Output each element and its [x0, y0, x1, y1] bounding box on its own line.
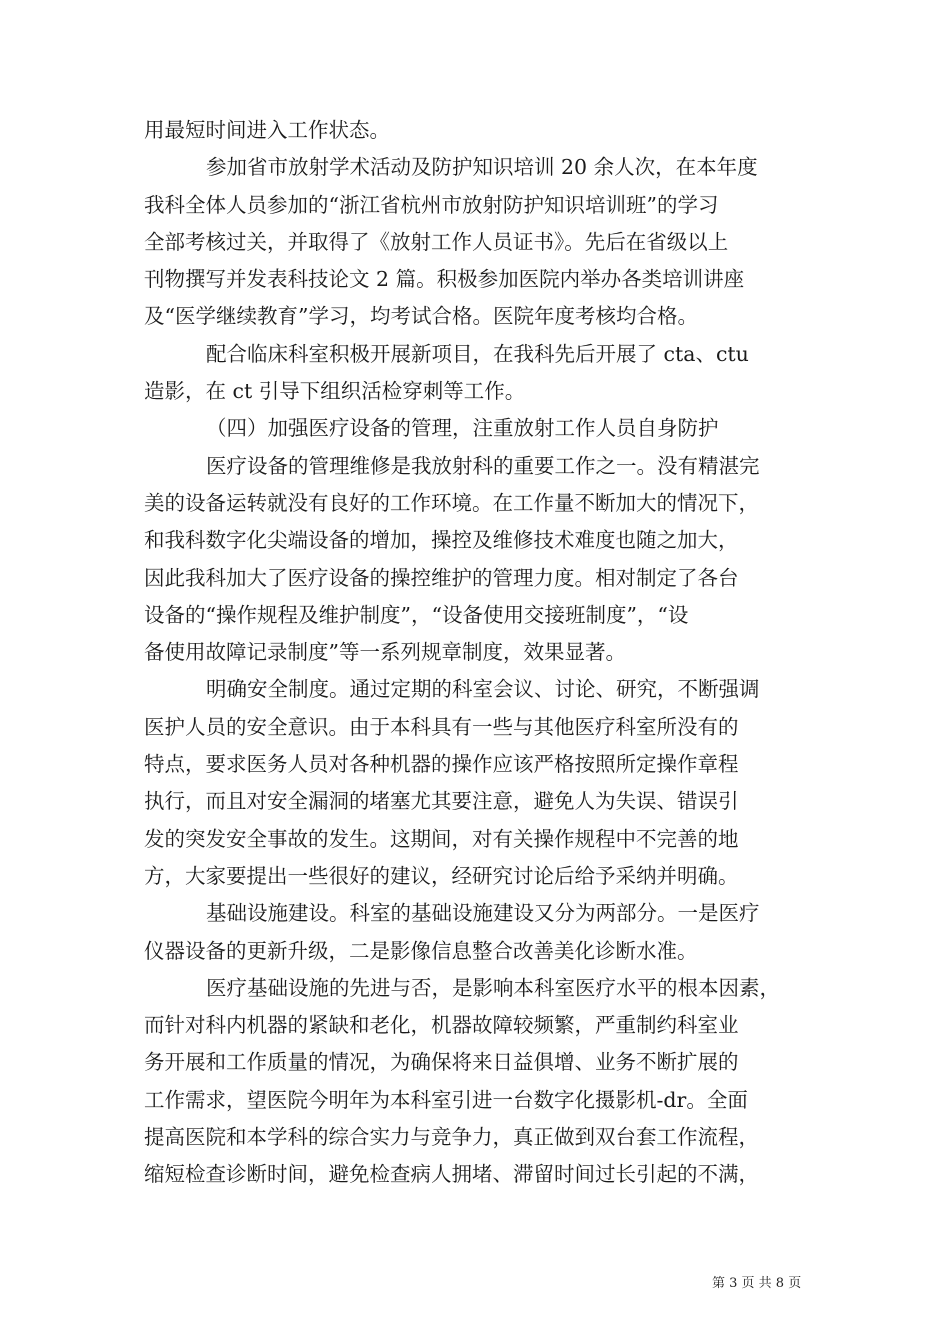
- text-line: 方，大家要提出一些很好的建议，经研究讨论后给予采纳并明确。: [144, 863, 739, 888]
- text-line: 而针对科内机器的紧缺和老化，机器故障较频繁，严重制约科室业: [144, 1013, 739, 1038]
- text-line: 医疗设备的管理维修是我放射科的重要工作之一。没有精湛完: [206, 453, 760, 478]
- text-line: 参加省市放射学术活动及防护知识培训 20 余人次，在本年度: [206, 155, 758, 180]
- document-body: [144, 112, 834, 1194]
- text-line: 和我科数字化尖端设备的增加，操控及维修技术难度也随之加大，: [144, 528, 739, 553]
- text-line: 特点，要求医务人员对各种机器的操作应该严格按照所定操作章程: [144, 752, 739, 777]
- text-line: 造影，在 ct 引导下组织活检穿刺等工作。: [144, 379, 526, 404]
- text-line: 医护人员的安全意识。由于本科具有一些与其他医疗科室所没有的: [144, 714, 739, 739]
- text-line: 务开展和工作质量的情况，为确保将来日益俱增、业务不断扩展的: [144, 1050, 739, 1075]
- text-line: 美的设备运转就没有良好的工作环境。在工作量不断加大的情况下，: [144, 490, 759, 515]
- text-line: 刊物撰写并发表科技论文 2 篇。积极参加医院内举办各类培训讲座: [144, 267, 745, 292]
- text-line: 明确安全制度。通过定期的科室会议、讨论、研究，不断强调: [206, 677, 760, 702]
- text-line: 设备的“操作规程及维护制度”，“设备使用交接班制度”，“设: [144, 602, 689, 627]
- text-line: 执行，而且对安全漏洞的堵塞尤其要注意，避免人为失误、错误引: [144, 789, 739, 814]
- text-line: 因此我科加大了医疗设备的操控维护的管理力度。相对制定了各台: [144, 565, 739, 590]
- text-line: 工作需求，望医院今明年为本科室引进一台数字化摄影机-dr。全面: [144, 1087, 748, 1112]
- text-line: 全部考核过关，并取得了《放射工作人员证书》。先后在省级以上: [144, 229, 729, 254]
- section-heading: （四）加强医疗设备的管理，注重放射工作人员自身防护: [206, 416, 719, 441]
- text-line: 及“医学继续教育”学习，均考试合格。医院年度考核均合格。: [144, 304, 698, 329]
- text-line: 医疗基础设施的先进与否，是影响本科室医疗水平的根本因素，: [206, 975, 780, 1000]
- text-line: 仪器设备的更新升级，二是影像信息整合改善美化诊断水准。: [144, 938, 698, 963]
- text-line: 缩短检查诊断时间，避免检查病人拥堵、滞留时间过长引起的不满，: [144, 1162, 759, 1187]
- text-line: 备使用故障记录制度”等一系列规章制度，效果显著。: [144, 640, 626, 665]
- text-line: 提高医院和本学科的综合实力与竞争力，真正做到双台套工作流程，: [144, 1125, 759, 1150]
- text-line: 发的突发安全事故的发生。这期间，对有关操作规程中不完善的地: [144, 826, 739, 851]
- page-number: 第 3 页 共 8 页: [712, 1276, 802, 1291]
- text-line: 配合临床科室积极开展新项目，在我科先后开展了 cta、ctu: [206, 341, 749, 366]
- text-line: 我科全体人员参加的“浙江省杭州市放射防护知识培训班”的学习: [144, 192, 719, 217]
- text-line: 基础设施建设。科室的基础设施建设又分为两部分。一是医疗: [206, 901, 760, 926]
- text-line: 用最短时间进入工作状态。: [144, 118, 390, 142]
